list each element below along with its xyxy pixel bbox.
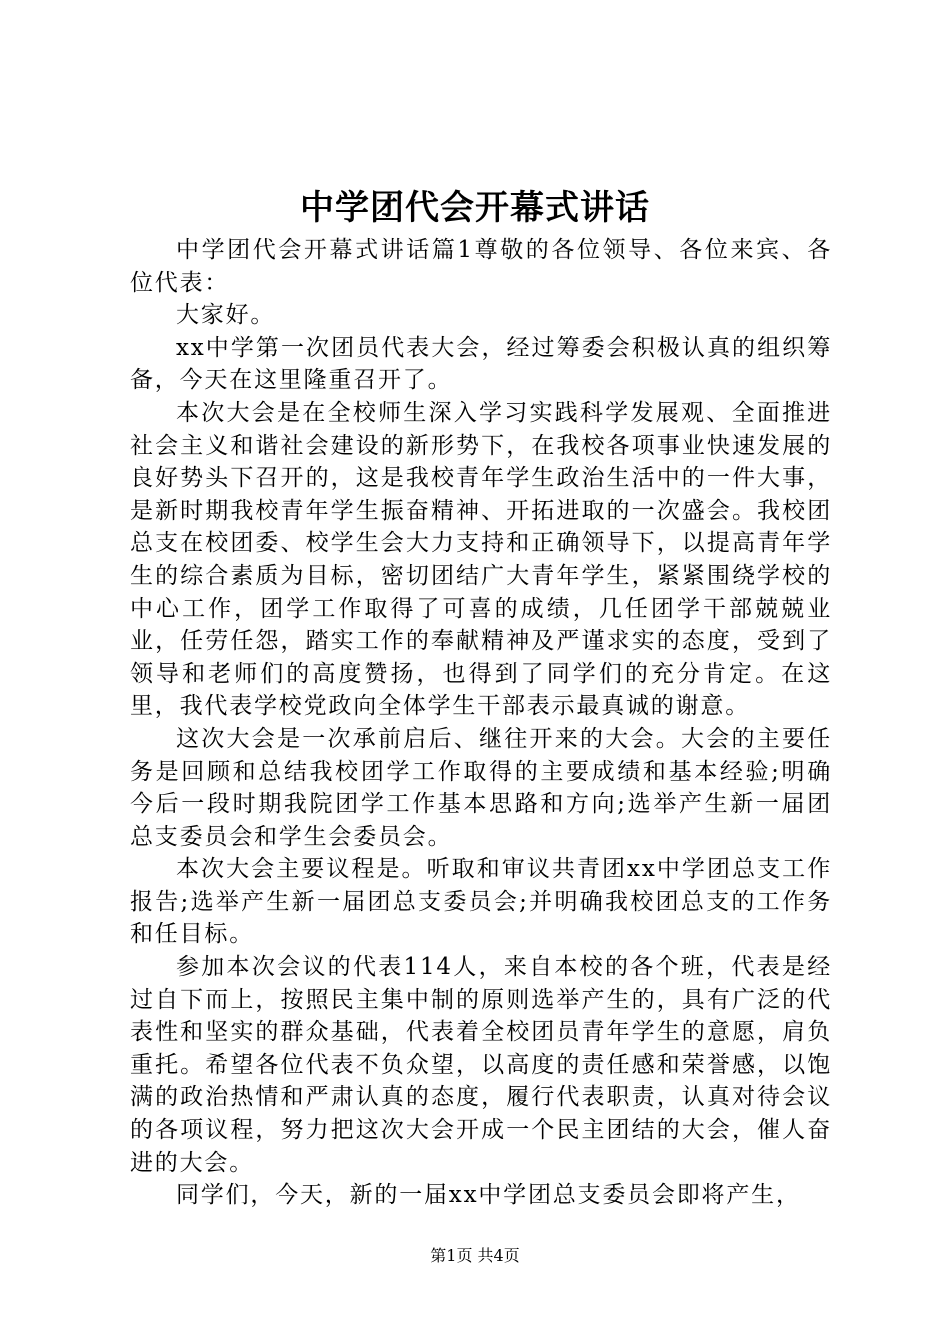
paragraph-salutation: 中学团代会开幕式讲话篇1尊敬的各位领导、各位来宾、各位代表： — [130, 237, 832, 296]
paragraph-opening: xx中学第一次团员代表大会，经过筹委会积极认真的组织筹备，今天在这里隆重召开了。 — [130, 334, 832, 394]
paragraph-closing: 同学们，今天，新的一届xx中学团总支委员会即将产生， — [176, 1182, 801, 1209]
document-body — [130, 234, 832, 1212]
paragraph-background: 本次大会是在全校师生深入学习实践科学发展观、全面推进社会主义和谐社会建设的新形势下，在我校各项事业快速发展的良好势头下召开的，这是我校青年学生政治生活中的一件大事，是新时期我校青年学生振奋精神、开拓进取的一次盛会。我校团总支在校团委、校学生会大力支持和正确领导下，以提高青年学生的综合素质为目标，密切团结广大青年学生，紧紧围绕学校的中心工作，团学工作取得了可喜的成绩，几任团学干部兢兢业业，任劳任怨，踏实工作的奉献精神及严谨求实的态度，受到了领导和老师们的高度赞扬，也得到了同学们的充分肯定。在这里，我代表学校党政向全体学生干部表示最真诚的谢意。 — [130, 399, 832, 720]
paragraph-agenda: 本次大会主要议程是。听取和审议共青团xx中学团总支工作报告;选举产生新一届团总支委员会;并明确我校团总支的工作务和任目标。 — [130, 856, 832, 948]
paragraph-greeting: 大家好。 — [176, 302, 276, 329]
page-footer: 第1页 共4页 — [430, 1246, 520, 1265]
document-title: 中学团代会开幕式讲话 — [300, 188, 650, 228]
paragraph-tasks: 这次大会是一次承前启后、继往开来的大会。大会的主要任务是回顾和总结我校团学工作取得的主要成绩和基本经验;明确今后一段时期我院团学工作基本思路和方向;选举产生新一届团总支委员会和学生会委员会。 — [130, 725, 832, 850]
paragraph-delegates: 参加本次会议的代表114人，来自本校的各个班，代表是经过自下而上，按照民主集中制的原则选举产生的，具有广泛的代表性和坚实的群众基础，代表着全校团员青年学生的意愿，肩负重托。希望各位代表不负众望，以高度的责任感和荣誉感，以饱满的政治热情和严肃认真的态度，履行代表职责，认真对待会议的各项议程，努力把这次大会开成一个民主团结的大会，催人奋进的大会。 — [130, 954, 832, 1176]
